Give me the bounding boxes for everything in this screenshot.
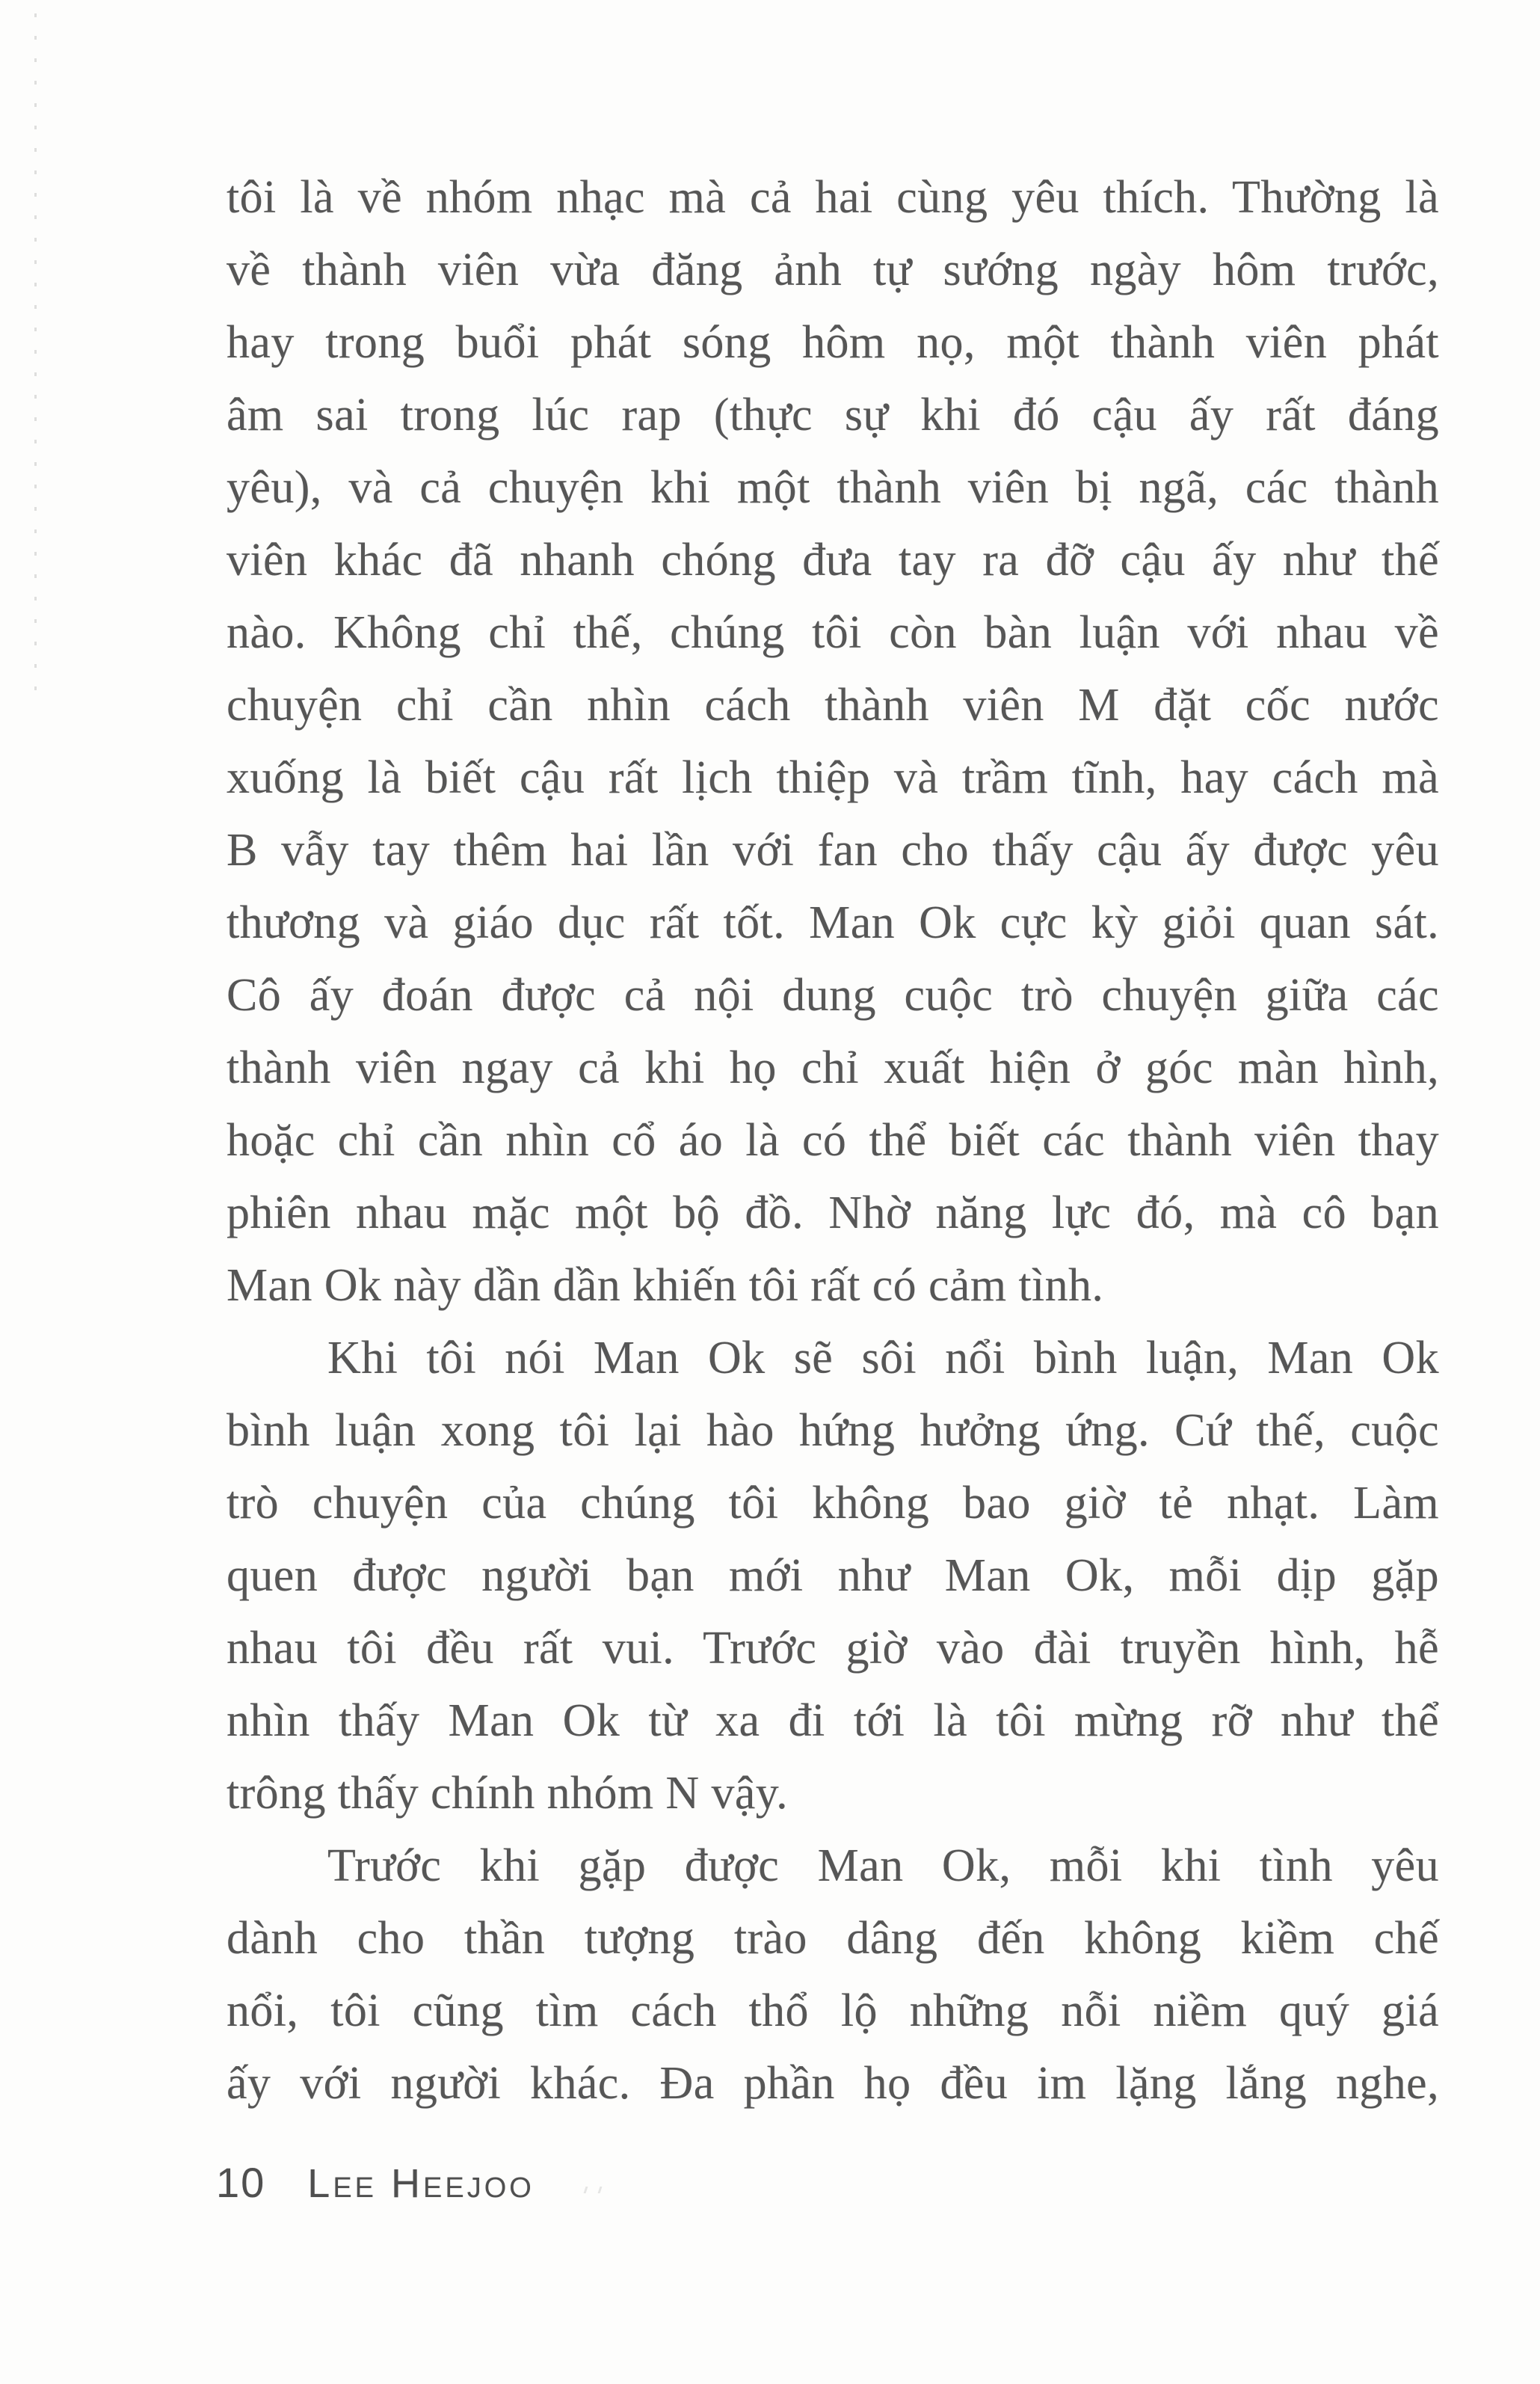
text-line: nổi, tôi cũng tìm cách thổ lộ những nỗi niềm quý giá xyxy=(227,1985,1439,2036)
text-line: xuống là biết cậu rất lịch thiệp và trầm tĩnh, hay cách mà xyxy=(227,752,1439,803)
page-number: 10 xyxy=(216,2159,266,2206)
page-footer xyxy=(216,2158,535,2207)
text-line: quen được người bạn mới như Man Ok, mỗi dịp gặp xyxy=(227,1550,1439,1601)
text-line: nhau tôi đều rất vui. Trước giờ vào đài truyền hình, hễ xyxy=(227,1623,1439,1674)
text-line: viên khác đã nhanh chóng đưa tay ra đỡ cậu ấy như thế xyxy=(227,535,1439,586)
text-line: yêu), và cả chuyện khi một thành viên bị ngã, các thành xyxy=(227,462,1439,513)
text-line: về thành viên vừa đăng ảnh tự sướng ngày hôm trước, xyxy=(227,245,1439,295)
text-line: phiên nhau mặc một bộ đồ. Nhờ năng lực đó, mà cô bạn xyxy=(227,1188,1439,1238)
text-line: Man Ok này dần dần khiến tôi rất có cảm tình. xyxy=(227,1260,1104,1311)
text-line: Cô ấy đoán được cả nội dung cuộc trò chuyện giữa các xyxy=(227,970,1439,1021)
text-line: bình luận xong tôi lại hào hứng hưởng ứng. Cứ thế, cuộc xyxy=(227,1405,1439,1456)
text-line: âm sai trong lúc rap (thực sự khi đó cậu ấy rất đáng xyxy=(227,390,1439,440)
text-line: B vẫy tay thêm hai lần với fan cho thấy cậu ấy được yêu xyxy=(227,825,1439,876)
body-text xyxy=(227,162,1439,2120)
text-line: ấy với người khác. Đa phần họ đều im lặng lắng nghe, xyxy=(227,2058,1439,2109)
text-line: dành cho thần tượng trào dâng đến không kiềm chế xyxy=(227,1913,1439,1964)
text-line: chuyện chỉ cần nhìn cách thành viên M đặt cốc nước xyxy=(227,680,1439,731)
running-author: Lee Heejoo xyxy=(307,2161,535,2206)
text-line: trông thấy chính nhóm N vậy. xyxy=(227,1768,789,1819)
scan-speck-artifact xyxy=(584,2187,603,2193)
text-line: nào. Không chỉ thế, chúng tôi còn bàn luận với nhau về xyxy=(227,607,1439,658)
text-line: thương và giáo dục rất tốt. Man Ok cực kỳ giỏi quan sát. xyxy=(227,897,1439,948)
text-line: trò chuyện của chúng tôi không bao giờ tẻ nhạt. Làm xyxy=(227,1478,1439,1529)
scan-edge-artifact xyxy=(34,13,37,709)
text-line: nhìn thấy Man Ok từ xa đi tới là tôi mừng rỡ như thể xyxy=(227,1695,1439,1746)
text-line: tôi là về nhóm nhạc mà cả hai cùng yêu thích. Thường là xyxy=(227,172,1439,223)
text-line: Trước khi gặp được Man Ok, mỗi khi tình yêu xyxy=(327,1840,1439,1891)
text-line: thành viên ngay cả khi họ chỉ xuất hiện ở góc màn hình, xyxy=(227,1042,1439,1093)
text-line: Khi tôi nói Man Ok sẽ sôi nổi bình luận, Man Ok xyxy=(327,1333,1439,1383)
text-line: hay trong buổi phát sóng hôm nọ, một thành viên phát xyxy=(227,317,1439,368)
text-line: hoặc chỉ cần nhìn cổ áo là có thể biết các thành viên thay xyxy=(227,1115,1439,1166)
